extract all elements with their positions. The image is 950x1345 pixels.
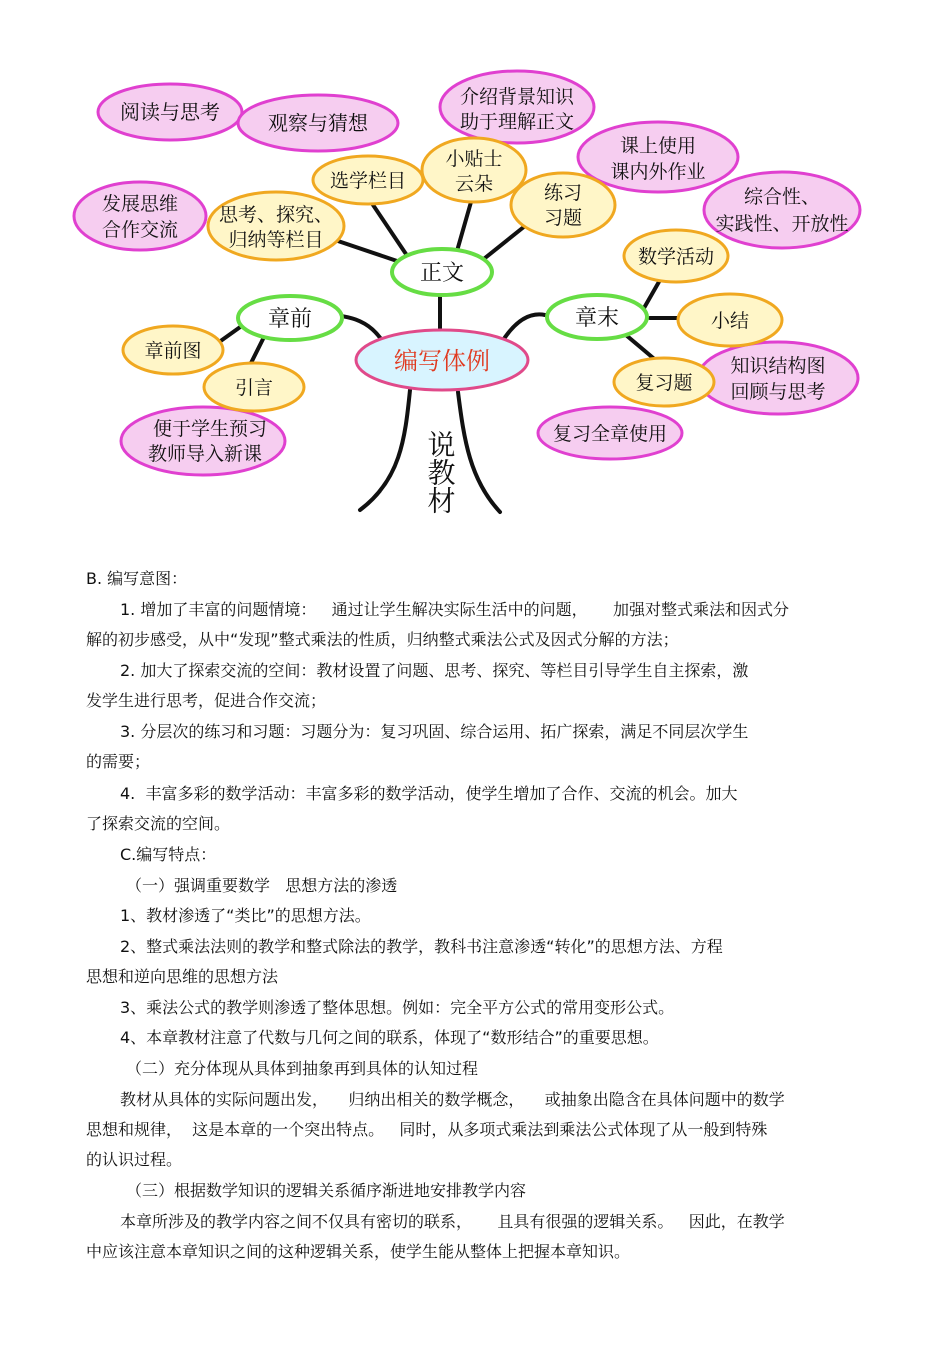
svg-text:介绍背景知识: 介绍背景知识 bbox=[459, 86, 575, 108]
svg-text:复习题: 复习题 bbox=[635, 372, 693, 394]
svg-text:复习全章使用: 复习全章使用 bbox=[552, 423, 668, 445]
svg-text:便于学生预习: 便于学生预习 bbox=[152, 418, 268, 440]
node-bianyu bbox=[121, 407, 285, 475]
paragraph-line: 2. 加大了探索交流的空间：教材设置了问题、思考、探究、等栏目引导学生自主探索，激 bbox=[120, 661, 749, 680]
svg-text:练习: 练习 bbox=[543, 182, 583, 204]
svg-text:课上使用: 课上使用 bbox=[619, 135, 697, 157]
svg-text:小结: 小结 bbox=[710, 310, 750, 332]
svg-text:引言: 引言 bbox=[234, 377, 274, 399]
svg-text:课内外作业: 课内外作业 bbox=[610, 161, 706, 183]
svg-text:小贴士: 小贴士 bbox=[445, 148, 503, 170]
svg-text:章前图: 章前图 bbox=[144, 340, 202, 362]
node-fuxiquan bbox=[538, 407, 682, 459]
paragraph-line: 思想和规律， 这是本章的一个突出特点。 同时，从多项式乘法到乘法公式体现了从一般到特殊 bbox=[86, 1120, 768, 1139]
svg-text:观察与猜想: 观察与猜想 bbox=[268, 111, 368, 135]
node-zhishi bbox=[698, 342, 858, 414]
svg-text:云朵: 云朵 bbox=[454, 173, 494, 195]
paragraph-line: 教材从具体的实际问题出发， 归纳出相关的数学概念， 或抽象出隐含在具体问题中的数学 bbox=[120, 1090, 785, 1109]
paragraph-line: 了探索交流的空间。 bbox=[86, 814, 231, 833]
paragraph-line: 2、整式乘法法则的教学和整式除法的教学，教科书注意渗透“转化”的思想方法、方程 bbox=[120, 937, 723, 956]
paragraph-line: 本章所涉及的教学内容之间不仅具有密切的联系， 且具有很强的逻辑关系。 因此，在教学 bbox=[120, 1212, 785, 1231]
node-zhangmo bbox=[547, 295, 647, 339]
svg-text:发展思维: 发展思维 bbox=[101, 193, 179, 215]
paragraph-line: 4、本章教材注意了代数与几何之间的联系，体现了“数形结合”的重要思想。 bbox=[120, 1028, 659, 1047]
svg-text:回顾与思考: 回顾与思考 bbox=[730, 381, 826, 403]
node-zhangqian bbox=[238, 296, 342, 340]
node-fuxi bbox=[614, 358, 714, 406]
node-zhengwen bbox=[392, 249, 492, 295]
paragraph-line: 思想和逆向思维的思想方法 bbox=[86, 967, 279, 986]
node-shuxue bbox=[624, 230, 728, 282]
paragraph-line: 1、教材渗透了“类比”的思想方法。 bbox=[120, 906, 371, 925]
svg-text:编写体例: 编写体例 bbox=[394, 347, 490, 375]
paragraph-line: 发学生进行思考，促进合作交流； bbox=[86, 691, 327, 710]
paragraph-line: 1. 增加了丰富的问题情境： 通过让学生解决实际生活中的问题， 加强对整式乘法和因式分 bbox=[120, 600, 790, 619]
node-zonghe bbox=[704, 172, 860, 248]
node-zhangqiantu bbox=[123, 326, 223, 374]
svg-text:章前: 章前 bbox=[267, 307, 313, 332]
paragraph-line: 的需要； bbox=[86, 752, 151, 771]
svg-text:数学活动: 数学活动 bbox=[637, 246, 715, 268]
node-yuedu bbox=[98, 84, 242, 140]
paragraph-line: 3. 分层次的练习和习题：习题分为：复习巩固、综合运用、拓广探索，满足不同层次学生 bbox=[120, 722, 749, 741]
svg-text:思考、探究、: 思考、探究、 bbox=[218, 204, 334, 226]
node-lianxi bbox=[511, 173, 615, 237]
svg-text:选学栏目: 选学栏目 bbox=[329, 170, 407, 192]
subheading: （三）根据数学知识的逻辑关系循序渐进地安排教学内容 bbox=[126, 1181, 527, 1200]
paragraph-line: 中应该注意本章知识之间的这种逻辑关系，使学生能从整体上把握本章知识。 bbox=[86, 1242, 631, 1261]
node-center bbox=[356, 330, 528, 390]
node-ketang bbox=[578, 122, 738, 192]
svg-text:习题: 习题 bbox=[543, 207, 583, 229]
node-xuanxue bbox=[313, 156, 423, 204]
svg-text:教师导入新课: 教师导入新课 bbox=[147, 443, 263, 465]
node-sikao bbox=[208, 192, 344, 260]
svg-text:合作交流: 合作交流 bbox=[101, 219, 179, 241]
svg-text:综合性、: 综合性、 bbox=[743, 186, 821, 208]
node-jieshao bbox=[440, 71, 594, 143]
subheading: （一）强调重要数学 思想方法的渗透 bbox=[126, 876, 398, 895]
heading-b: B. 编写意图： bbox=[86, 569, 188, 588]
textbook-structure-tree-diagram bbox=[0, 0, 950, 540]
paragraph-line: 解的初步感受，从中“发现”整式乘法的性质，归纳整式乘法公式及因式分解的方法； bbox=[86, 630, 679, 649]
svg-text:归纳等栏目: 归纳等栏目 bbox=[228, 229, 324, 251]
heading-c: C.编写特点： bbox=[120, 845, 217, 864]
node-guancha bbox=[238, 95, 398, 151]
svg-text:助于理解正文: 助于理解正文 bbox=[459, 111, 575, 133]
subheading: （二）充分体现从具体到抽象再到具体的认知过程 bbox=[126, 1059, 479, 1078]
svg-text:知识结构图: 知识结构图 bbox=[730, 355, 826, 377]
svg-text:阅读与思考: 阅读与思考 bbox=[120, 100, 220, 124]
paragraph-line: 3、乘法公式的教学则渗透了整体思想。例如：完全平方公式的常用变形公式。 bbox=[120, 998, 675, 1017]
svg-text:正文: 正文 bbox=[419, 261, 465, 286]
svg-text:实践性、开放性: 实践性、开放性 bbox=[715, 213, 849, 235]
paragraph-line: 的认识过程。 bbox=[86, 1150, 183, 1169]
paragraph-line: 4. 丰富多彩的数学活动：丰富多彩的数学活动，使学生增加了合作、交流的机会。加大 bbox=[120, 784, 738, 803]
svg-text:章末: 章末 bbox=[574, 306, 620, 331]
node-xiaotieshi bbox=[422, 138, 526, 202]
trunk-label: 说教材 bbox=[423, 430, 457, 514]
node-fazhan bbox=[74, 182, 206, 250]
node-yinyan bbox=[204, 363, 304, 411]
node-xiaojie bbox=[678, 294, 782, 346]
